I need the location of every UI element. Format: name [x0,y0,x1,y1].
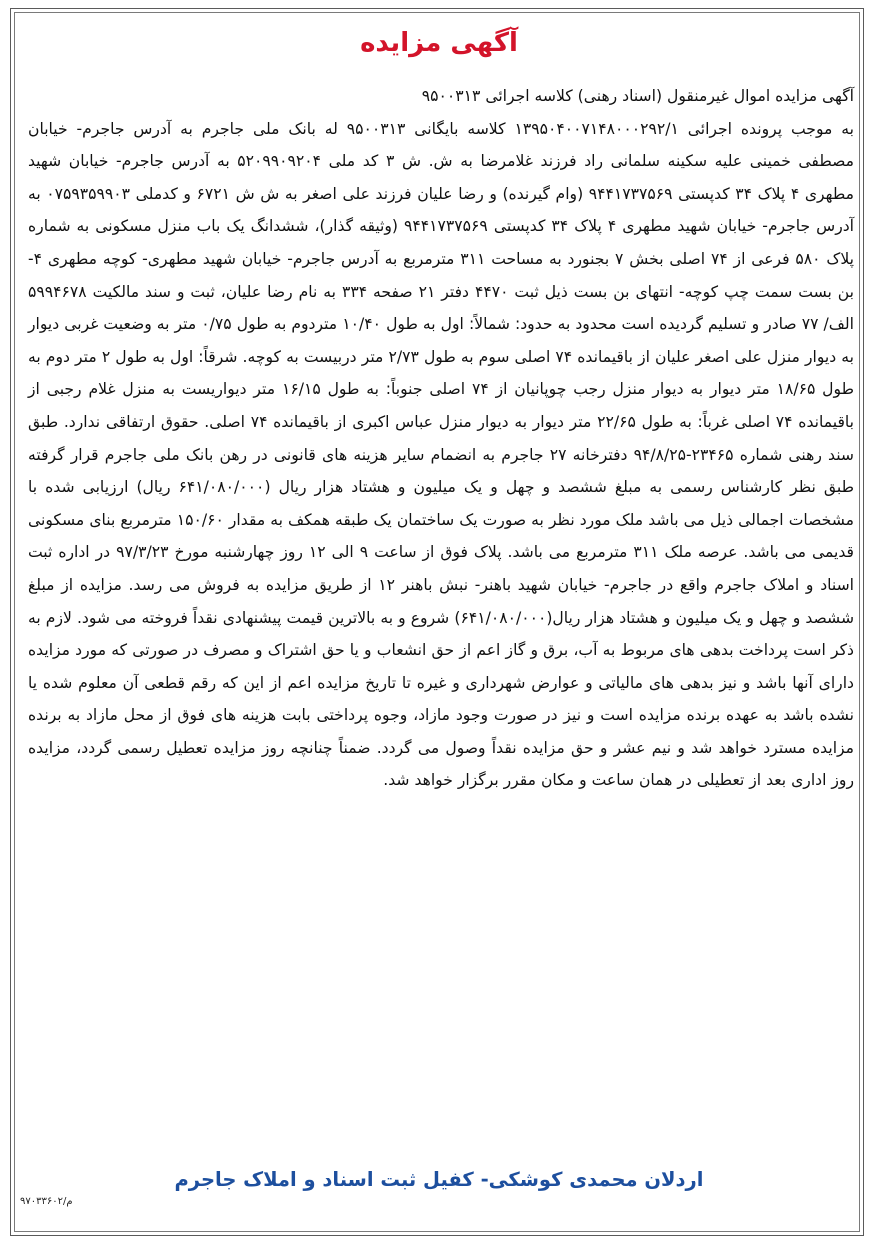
notice-body-text: به موجب پرونده اجرائی ۱۳۹۵۰۴۰۰۷۱۴۸۰۰۰۲۹۲/۱ کلاسه بایگانی ۹۵۰۰۳۱۳ له بانک ملی جاجرم به آدرس جاجرم- خیابان مصطفی خمینی علیه سکینه سلمانی راد فرزند غلامرضا به ش. ش ۳ کد ملی ۵۲۰۹۹۰۹۲۰۴ به آدرس جاجرم- خیابان شهید مطهری ۴ پلاک ۳۴ کدپستی ۹۴۴۱۷۳۷۵۶۹ (وام گیرنده) و رضا علیان فرزند علی اصغر به ش ش ۶۷۲۱ و کدملی ۰۷۵۹۳۵۹۹۰۳ به آدرس جاجرم- خیابان شهید مطهری ۴ پلاک ۳۴ کدپستی ۹۴۴۱۷۳۷۵۶۹ (وثیقه گذار)، ششدانگ یک باب منزل مسکونی به شماره پلاک ۵۸۰ فرعی از ۷۴ اصلی بخش ۷ بجنورد به مساحت ۳۱۱ مترمربع به آدرس جاجرم- خیابان شهید مطهری- کوچه مطهری ۴- بن بست سمت چپ کوچه- انتهای بن بست ذیل ثبت ۴۴۷۰ دفتر ۲۱ صفحه ۳۳۴ به نام رضا علیان، ثبت و سند مالکیت ۵۹۹۴۶۷۸ الف/ ۷۷ صادر و تسلیم گردیده است محدود به حدود: شمالاً: اول به طول ۱۰/۴۰ متردوم به طول ۰/۷۵ متر به وضعیت غربی دیوار به دیوار منزل علی اصغر علیان از باقیمانده ۷۴ اصلی سوم به طول ۲/۷۳ متر دربیست به کوچه. شرقاً: اول به طول ۲ متر دوم به طول ۱۸/۶۵ متر دیوار به دیوار منزل رجب چوپانیان از ۷۴ اصلی جنوباً: به طول ۱۶/۱۵ متر دیواریست به منزل غلام رجبی از باقیمانده ۷۴ اصلی غرباً: به طول ۲۲/۶۵ متر دیوار به دیوار منزل عباس اکبری از باقیمانده ۷۴ اصلی. حقوق ارتفاقی ندارد. طبق سند رهنی شماره ۲۳۴۶۵-۹۴/۸/۲۵ دفترخانه ۲۷ جاجرم به انضمام سایر هزینه های قانونی در رهن بانک ملی جاجرم قرار گرفته طبق نظر کارشناس رسمی به مبلغ ششصد و چهل و یک میلیون و هشتاد هزار ریال (۶۴۱/۰۸۰/۰۰۰ ریال) ارزیابی شده با مشخصات اجمالی ذیل می باشد ملک مورد نظر به صورت یک ساختمان یک طبقه همکف به مقدار ۱۵۰/۶۰ مترمربع بنای مسکونی قدیمی می باشد. عرصه ملک ۳۱۱ مترمربع می باشد. پلاک فوق از ساعت ۹ الی ۱۲ روز چهارشنبه مورخ ۹۷/۳/۲۳ در اداره ثبت اسناد و املاک جاجرم واقع در جاجرم- خیابان شهید باهنر- نبش باهنر ۱۲ از طریق مزایده به فروش می رسد. مزایده از مبلغ ششصد و چهل و یک میلیون و هشتاد هزار ریال(۶۴۱/۰۸۰/۰۰۰) شروع و به بالاترین قیمت پیشنهادی نقداً فروخته می شود. لازم به ذکر است پرداخت بدهی های مربوط به آب، برق و گاز اعم از حق انشعاب و یا حق اشتراک و مصرف در صورتی که مورد مزایده دارای آنها باشد و نیز بدهی های مالیاتی و عوارض شهرداری و غیره تا تاریخ مزایده اعم از این که رقم قطعی آن معلوم شده یا نشده باشد به عهده برنده مزایده است و نیز در صورت وجود مازاد، وجوه پرداختی بابت هزینه های فوق از محل مازاد به برنده مزایده مسترد خواهد شد و نیم عشر و حق مزایده نقداً وصول می گردد. ضمناً چنانچه روز مزایده تعطیل رسمی گردد، مزایده روز اداری بعد از تعطیلی در همان ساعت و مکان مقرر برگزار خواهد شد. [28,119,855,790]
reference-code: م/۹۷۰۳۳۶۰۲ [20,1196,73,1207]
notice-signature: اردلان محمدی کوشکی- کفیل ثبت اسناد و املاک جاجرم [174,1168,704,1191]
notice-body [28,80,854,797]
notice-title: آگهی مزایده [360,28,518,58]
notice-subject: آگهی مزایده اموال غیرمنقول (اسناد رهنی) کلاسه اجرائی ۹۵۰۰۳۱۳ [421,87,854,105]
